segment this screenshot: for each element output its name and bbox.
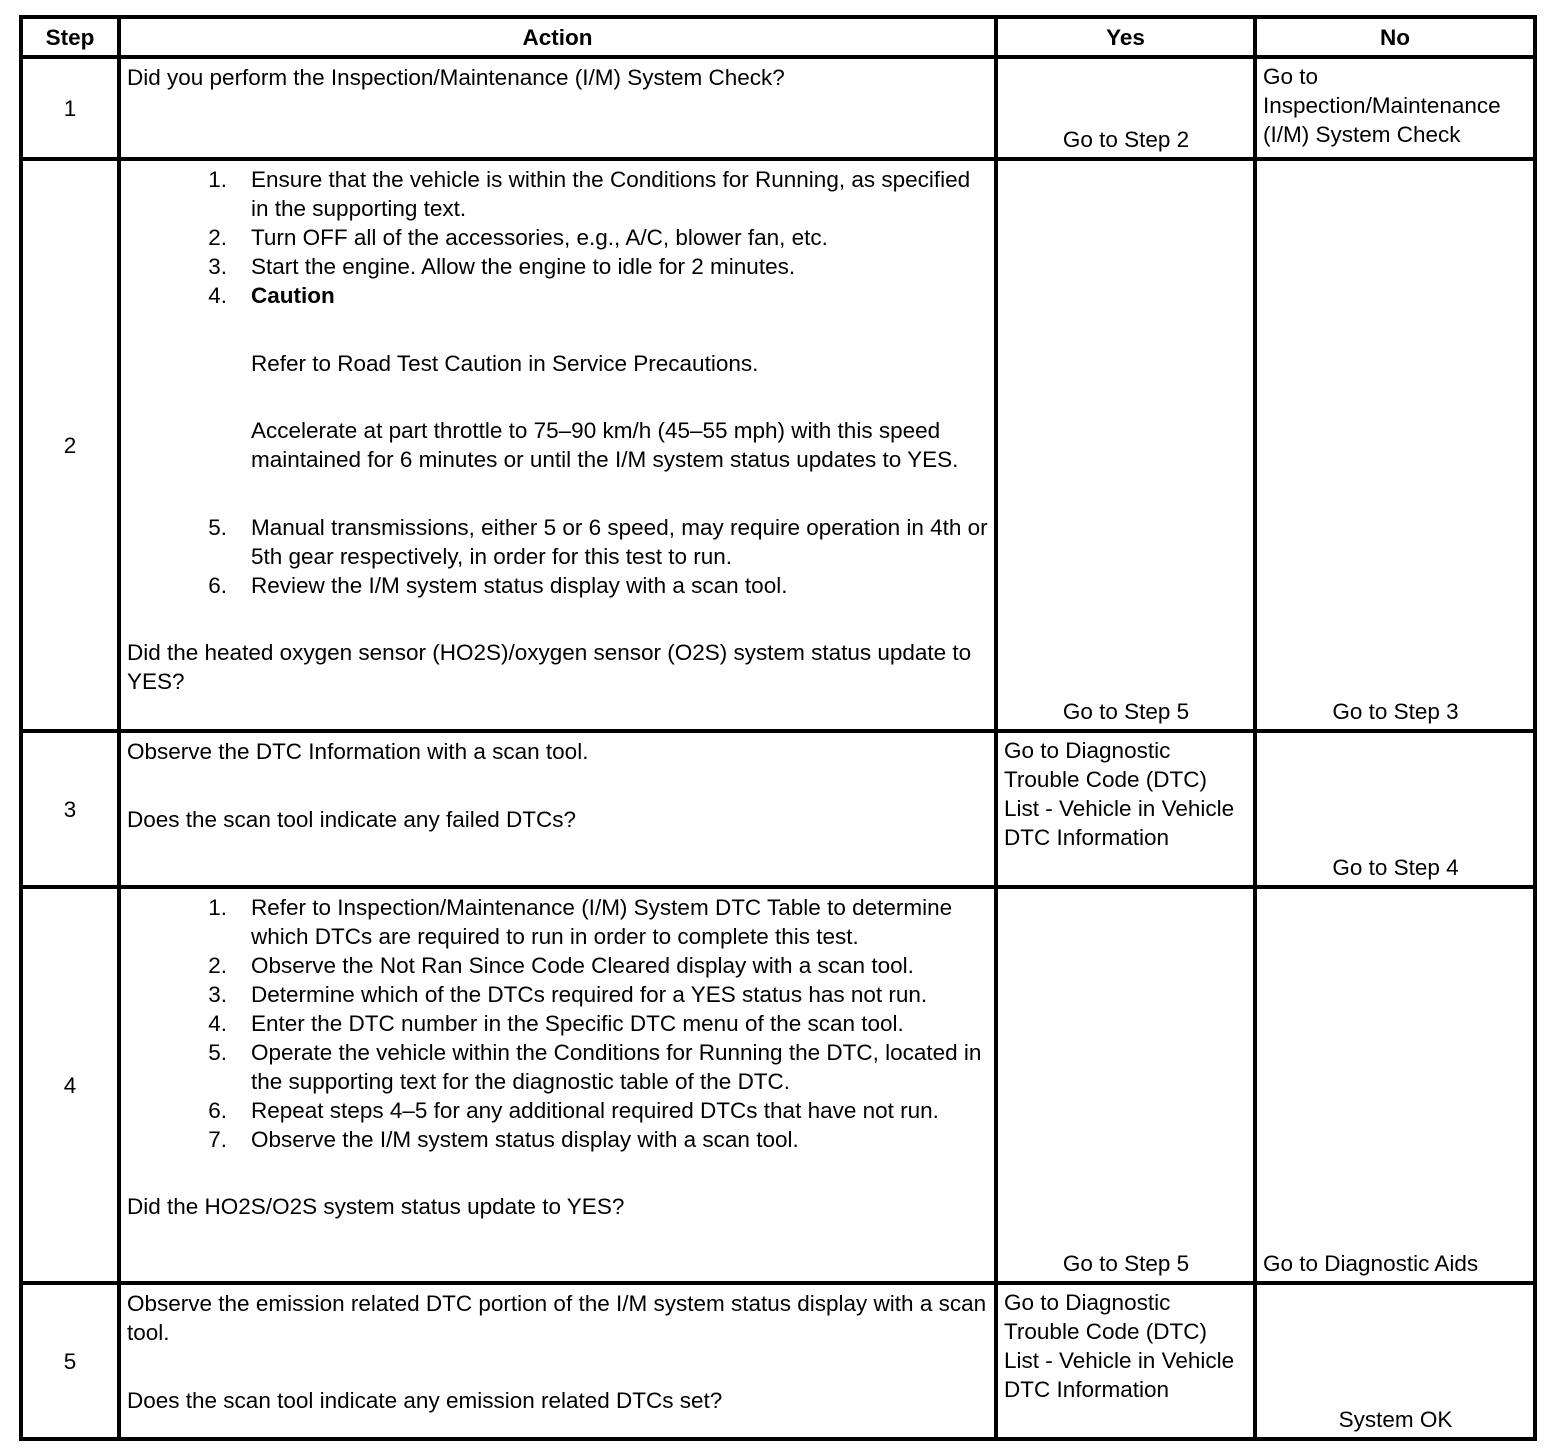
list-item bbox=[127, 893, 988, 951]
list-text: Determine which of the DTCs required for a YES status has not run. bbox=[251, 982, 928, 1007]
action-cell bbox=[119, 159, 996, 731]
list-item bbox=[127, 513, 988, 571]
no-link[interactable]: Go to Diagnostic Aids bbox=[1263, 1251, 1479, 1276]
no-link[interactable]: System OK bbox=[1338, 1407, 1453, 1432]
accelerate-note bbox=[127, 416, 988, 474]
no-link[interactable]: Go to Step 4 bbox=[1332, 855, 1459, 880]
list-number: 7. bbox=[208, 1127, 227, 1152]
header-step: Step bbox=[21, 17, 119, 57]
caution-label: Caution bbox=[251, 283, 335, 308]
yes-cell bbox=[996, 731, 1255, 887]
header-row bbox=[21, 17, 1535, 57]
list-text: Observe the Not Ran Since Code Cleared display with a scan tool. bbox=[251, 953, 914, 978]
no-cell bbox=[1255, 57, 1535, 159]
list-item bbox=[127, 1009, 988, 1038]
instruction-text: Observe the DTC Information with a scan tool. bbox=[127, 739, 589, 764]
instruction-text: Observe the emission related DTC portion of the I/M system status display with a scan tool. bbox=[127, 1291, 987, 1345]
list-number: 3. bbox=[208, 982, 227, 1007]
list-item bbox=[127, 1125, 988, 1154]
list-number: 1. bbox=[208, 895, 227, 920]
list-item bbox=[127, 571, 988, 600]
list-item bbox=[127, 223, 988, 252]
yes-link[interactable]: Go to Step 5 bbox=[1062, 699, 1190, 724]
step-number: 1 bbox=[21, 57, 119, 159]
table-row-step-4 bbox=[21, 887, 1535, 1283]
list-number: 4. bbox=[208, 1011, 227, 1036]
no-link[interactable]: Go to Inspection/Maintenance (I/M) System Check bbox=[1263, 64, 1501, 147]
list-number: 5. bbox=[208, 515, 227, 540]
list-number: 1. bbox=[208, 167, 227, 192]
question-text: Does the scan tool indicate any failed DTCs? bbox=[127, 807, 576, 832]
no-link[interactable]: Go to Step 3 bbox=[1332, 699, 1459, 724]
table-row-step-2 bbox=[21, 159, 1535, 731]
list-number: 3. bbox=[208, 254, 227, 279]
action-cell bbox=[119, 887, 996, 1283]
list-text: Repeat steps 4–5 for any additional required DTCs that have not run. bbox=[251, 1098, 939, 1123]
question-text: Did the heated oxygen sensor (HO2S)/oxygen sensor (O2S) system status update to YES? bbox=[127, 640, 972, 694]
list-item bbox=[127, 281, 988, 310]
table-row-step-3 bbox=[21, 731, 1535, 887]
header-yes: Yes bbox=[996, 17, 1255, 57]
list-text: Refer to Inspection/Maintenance (I/M) System DTC Table to determine which DTCs are required to run in order to complete this test. bbox=[251, 895, 953, 949]
table-row-step-5 bbox=[21, 1283, 1535, 1439]
yes-cell bbox=[996, 1283, 1255, 1439]
list-item bbox=[127, 1038, 988, 1096]
yes-link[interactable]: Go to Diagnostic Trouble Code (DTC) List - Vehicle in Vehicle DTC Information bbox=[1004, 738, 1235, 850]
list-item bbox=[127, 252, 988, 281]
no-cell bbox=[1255, 731, 1535, 887]
yes-link[interactable]: Go to Step 5 bbox=[1062, 1251, 1190, 1276]
list-number: 6. bbox=[208, 1098, 227, 1123]
step-number: 3 bbox=[21, 731, 119, 887]
instruction-list bbox=[127, 893, 988, 1221]
instruction-list bbox=[127, 165, 988, 696]
action-cell bbox=[119, 1283, 996, 1439]
action-cell bbox=[119, 731, 996, 887]
step-number: 4 bbox=[21, 887, 119, 1283]
yes-link[interactable]: Go to Step 2 bbox=[1062, 127, 1190, 152]
list-number: 5. bbox=[208, 1040, 227, 1065]
step-number: 5 bbox=[21, 1283, 119, 1439]
yes-cell bbox=[996, 159, 1255, 731]
no-cell bbox=[1255, 1283, 1535, 1439]
question-text: Did the HO2S/O2S system status update to YES? bbox=[127, 1194, 625, 1219]
list-text: Manual transmissions, either 5 or 6 speed, may require operation in 4th or 5th gear respectively, in order for this test to run. bbox=[251, 515, 988, 569]
list-item bbox=[127, 951, 988, 980]
yes-link[interactable]: Go to Diagnostic Trouble Code (DTC) List - Vehicle in Vehicle DTC Information bbox=[1004, 1290, 1235, 1402]
list-item bbox=[127, 980, 988, 1009]
list-number: 4. bbox=[208, 283, 227, 308]
diagnostic-table bbox=[19, 15, 1537, 1441]
caution-text: Refer to Road Test Caution in Service Precautions. bbox=[251, 351, 759, 376]
yes-cell bbox=[996, 57, 1255, 159]
list-item bbox=[127, 1096, 988, 1125]
list-number: 2. bbox=[208, 225, 227, 250]
step-number: 2 bbox=[21, 159, 119, 731]
no-cell bbox=[1255, 887, 1535, 1283]
list-number: 2. bbox=[208, 953, 227, 978]
question-text: Does the scan tool indicate any emission related DTCs set? bbox=[127, 1388, 723, 1413]
list-item bbox=[127, 165, 988, 223]
question-text: Did you perform the Inspection/Maintenance (I/M) System Check? bbox=[127, 65, 785, 90]
caution-note bbox=[127, 349, 988, 378]
list-text: Ensure that the vehicle is within the Conditions for Running, as specified in the supporting text. bbox=[251, 167, 971, 221]
action-cell bbox=[119, 57, 996, 159]
accelerate-text: Accelerate at part throttle to 75–90 km/h (45–55 mph) with this speed maintained for 6 minutes or until the I/M system status updates to YES. bbox=[251, 418, 959, 472]
list-text: Start the engine. Allow the engine to idle for 2 minutes. bbox=[251, 254, 796, 279]
list-text: Observe the I/M system status display with a scan tool. bbox=[251, 1127, 799, 1152]
table-row-step-1 bbox=[21, 57, 1535, 159]
header-no: No bbox=[1255, 17, 1535, 57]
yes-cell bbox=[996, 887, 1255, 1283]
list-text: Operate the vehicle within the Conditions for Running the DTC, located in the supporting text for the diagnostic table of the DTC. bbox=[251, 1040, 982, 1094]
list-text: Review the I/M system status display with a scan tool. bbox=[251, 573, 788, 598]
list-text: Enter the DTC number in the Specific DTC menu of the scan tool. bbox=[251, 1011, 904, 1036]
no-cell bbox=[1255, 159, 1535, 731]
header-action: Action bbox=[119, 17, 996, 57]
list-text: Turn OFF all of the accessories, e.g., A/C, blower fan, etc. bbox=[251, 225, 828, 250]
list-number: 6. bbox=[208, 573, 227, 598]
